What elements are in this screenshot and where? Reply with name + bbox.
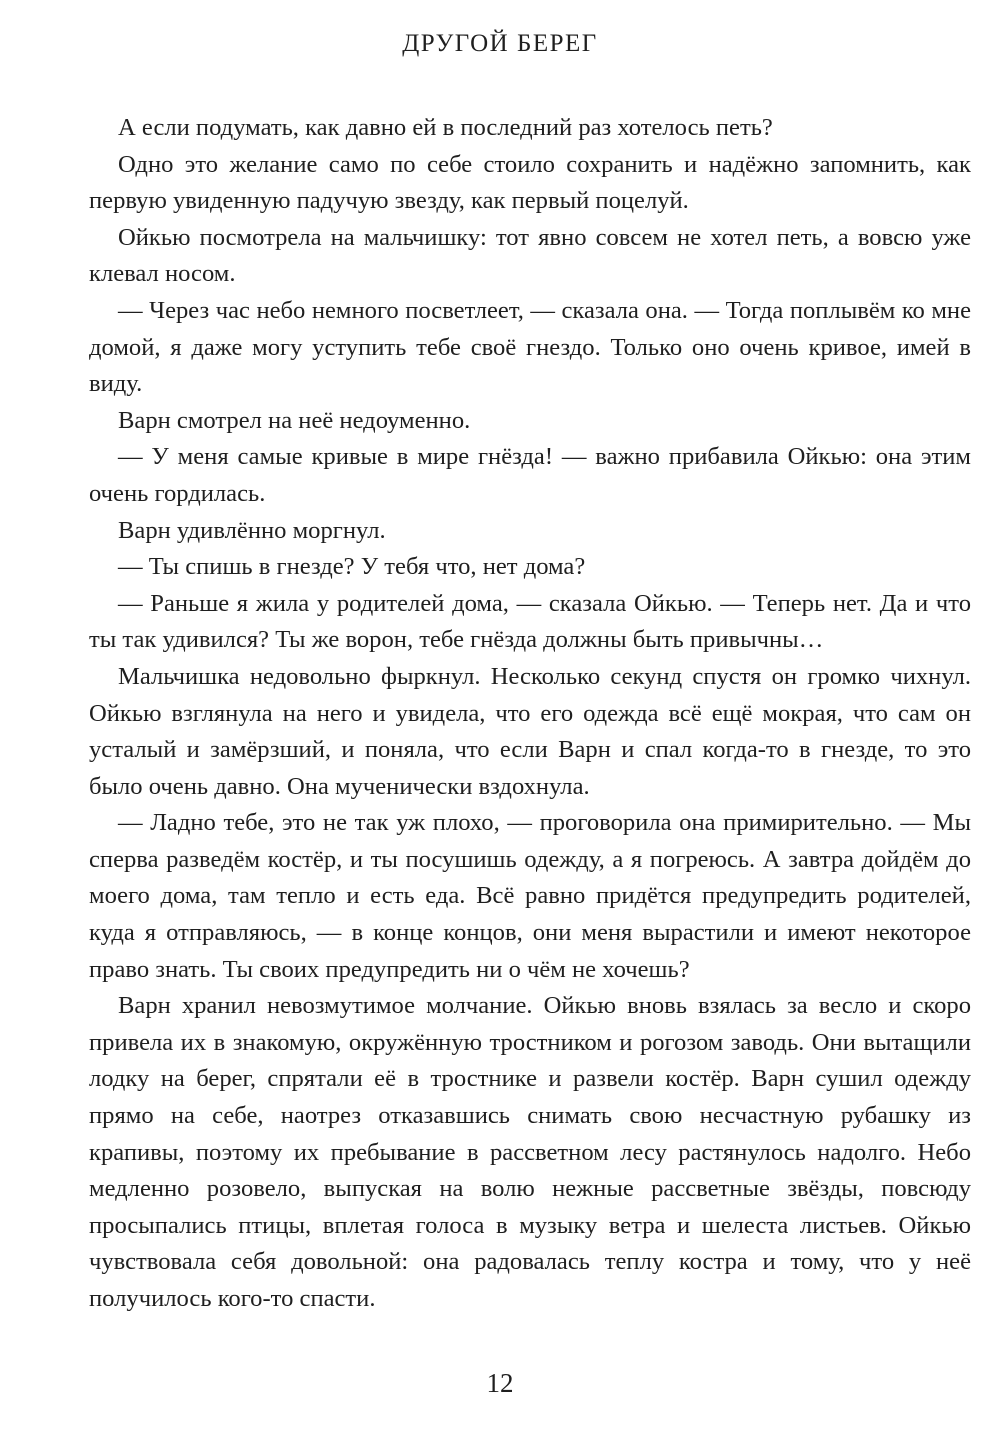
running-title: ДРУГОЙ БЕРЕГ [402, 30, 598, 57]
paragraph: Ойкью посмотрела на мальчишку: тот явно совсем не хотел петь, а вовсю уже клевал носом. [89, 223, 971, 288]
page-number: 12 [486, 1368, 514, 1398]
paragraph: — Ты спишь в гнезде? У тебя что, нет дома? [118, 553, 586, 581]
paragraph: А если подумать, как давно ей в последний раз хотелось петь? [118, 114, 773, 141]
paragraph: Варн смотрел на неё недоуменно. [118, 406, 471, 434]
body-text [89, 110, 971, 1318]
paragraph: — Раньше я жила у родителей дома, — сказала Ойкью. — Теперь нет. Да и что ты так удивился? Ты же ворон, тебе гнёзда должны быть привычны… [89, 589, 971, 654]
paragraph: Варн хранил невозмутимое молчание. Ойкью вновь взялась за весло и скоро привела их в знакомую, окружённую тростником и рогозом заводь. Они вытащили лодку на берег, спрятали её в тростнике и развели костёр. Варн сушил одежду прямо на себе, наотрез отказавшись снимать свою несчастную рубашку из крапивы, поэтому их пребывание в рассветном лесу растянулось надолго. Небо медленно розовело, выпуская на волю нежные рассветные звёзды, повсюду просыпались птицы, вплетая голоса в музыку ветра и шелеста листьев. Ойкью чувствовала себя довольной: она радовалась теплу костра и тому, что у неё получилось кого-то спасти. [89, 992, 971, 1312]
paragraph: — Ладно тебе, это не так уж плохо, — проговорила она примирительно. — Мы сперва разведём костёр, и ты посушишь одежду, а я погреюсь. А завтра дойдём до моего дома, там тепло и есть еда. Всё равно придётся предупредить родителей, куда я отправляюсь, — в конце концов, они меня вырастили и имеют некоторое право знать. Ты своих предупредить ни о чём не хочешь? [89, 809, 971, 983]
paragraph: Мальчишка недовольно фыркнул. Несколько секунд спустя он громко чихнул. Ойкью взглянула на него и увидела, что его одежда всё ещё мокрая, что сам он усталый и замёрзший, и поняла, что если Варн и спал когда-то в гнезде, то это было очень давно. Она мученически вздохнула. [89, 662, 971, 800]
paragraph: Одно это желание само по себе стоило сохранить и надёжно запомнить, как первую увиденную падучую звезду, как первый поцелуй. [89, 150, 971, 215]
paragraph: — Через час небо немного посветлеет, — сказала она. — Тогда поплывём ко мне домой, я даже могу уступить тебе своё гнездо. Только оно очень кривое, имей в виду. [89, 296, 971, 398]
paragraph: Варн удивлённо моргнул. [118, 516, 386, 544]
paragraph: — У меня самые кривые в мире гнёзда! — важно прибавила Ойкью: она этим очень гордилась. [89, 443, 971, 507]
